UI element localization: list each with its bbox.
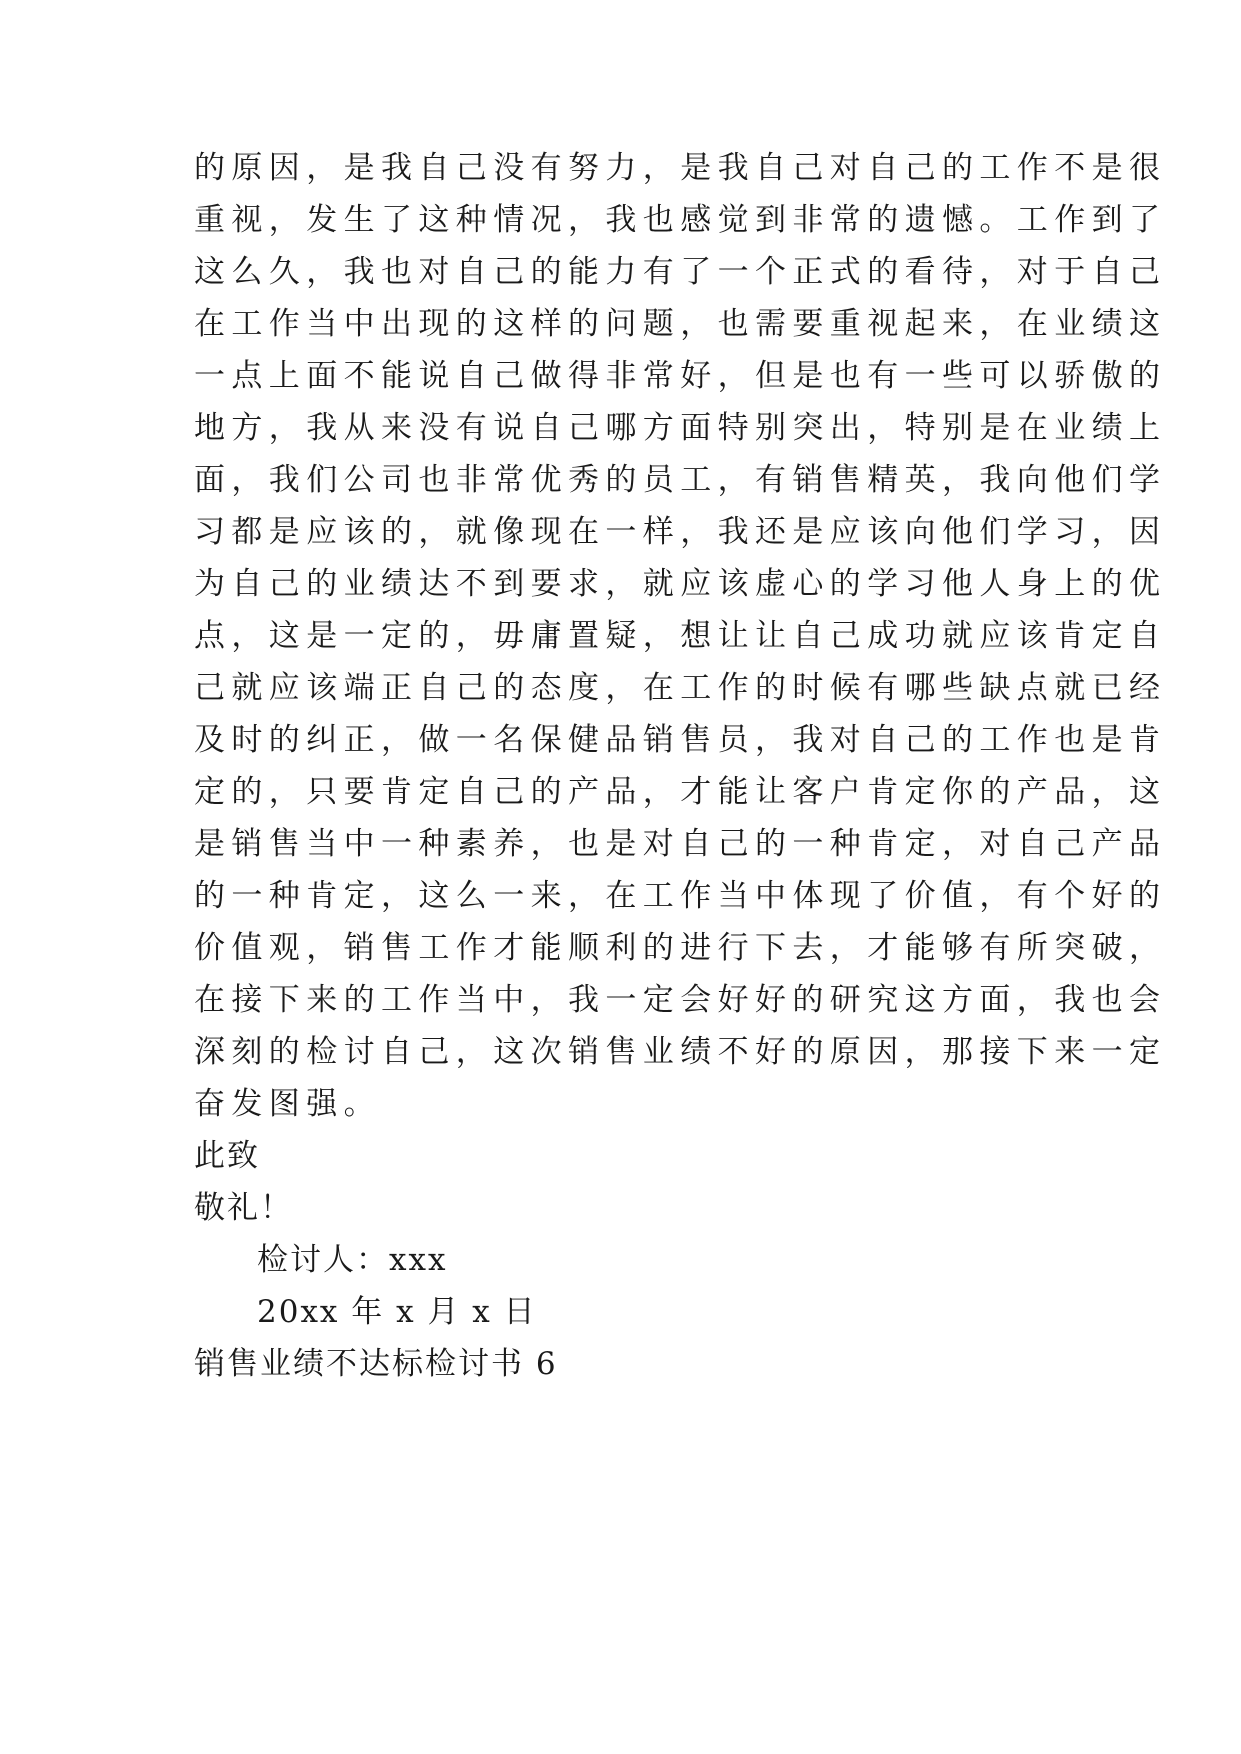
- date: 20xx 年 x 月 x 日: [257, 1294, 537, 1330]
- body-line: 的一种肯定，这么一来，在工作当中体现了价值，有个好的: [194, 878, 1167, 914]
- body-line: 深刻的检讨自己，这次销售业绩不好的原因，那接下来一定: [194, 1034, 1167, 1070]
- body-line: 价值观，销售工作才能顺利的进行下去，才能够有所突破，: [194, 930, 1167, 966]
- body-line: 是销售当中一种素养，也是对自己的一种肯定，对自己产品: [194, 826, 1167, 862]
- closing-salutation: 此致: [194, 1138, 260, 1174]
- body-line: 地方，我从来没有说自己哪方面特别突出，特别是在业绩上: [194, 410, 1167, 446]
- body-line: 重视，发生了这种情况，我也感觉到非常的遗憾。工作到了: [194, 202, 1167, 238]
- body-line: 面，我们公司也非常优秀的员工，有销售精英，我向他们学: [194, 462, 1167, 498]
- body-line: 一点上面不能说自己做得非常好，但是也有一些可以骄傲的: [194, 358, 1167, 394]
- body-line: 点，这是一定的，毋庸置疑，想让让自己成功就应该肯定自: [194, 618, 1167, 654]
- closing-regards: 敬礼！: [194, 1190, 293, 1226]
- body-line: 这么久，我也对自己的能力有了一个正式的看待，对于自己: [194, 254, 1167, 290]
- body-line: 为自己的业绩达不到要求，就应该虚心的学习他人身上的优: [194, 566, 1167, 602]
- body-line: 定的，只要肯定自己的产品，才能让客户肯定你的产品，这: [194, 774, 1167, 810]
- body-line: 奋发图强。: [194, 1086, 381, 1122]
- body-line: 的原因，是我自己没有努力，是我自己对自己的工作不是很: [194, 150, 1167, 186]
- body-line: 在接下来的工作当中，我一定会好好的研究这方面，我也会: [194, 982, 1167, 1018]
- body-line: 在工作当中出现的这样的问题，也需要重视起来，在业绩这: [194, 306, 1167, 342]
- body-line: 己就应该端正自己的态度，在工作的时候有哪些缺点就已经: [194, 670, 1167, 706]
- body-line: 及时的纠正，做一名保健品销售员，我对自己的工作也是肯: [194, 722, 1167, 758]
- next-section-title: 销售业绩不达标检讨书 6: [194, 1346, 558, 1382]
- body-line: 习都是应该的，就像现在一样，我还是应该向他们学习，因: [194, 514, 1167, 550]
- signer: 检讨人：xxx: [257, 1242, 448, 1278]
